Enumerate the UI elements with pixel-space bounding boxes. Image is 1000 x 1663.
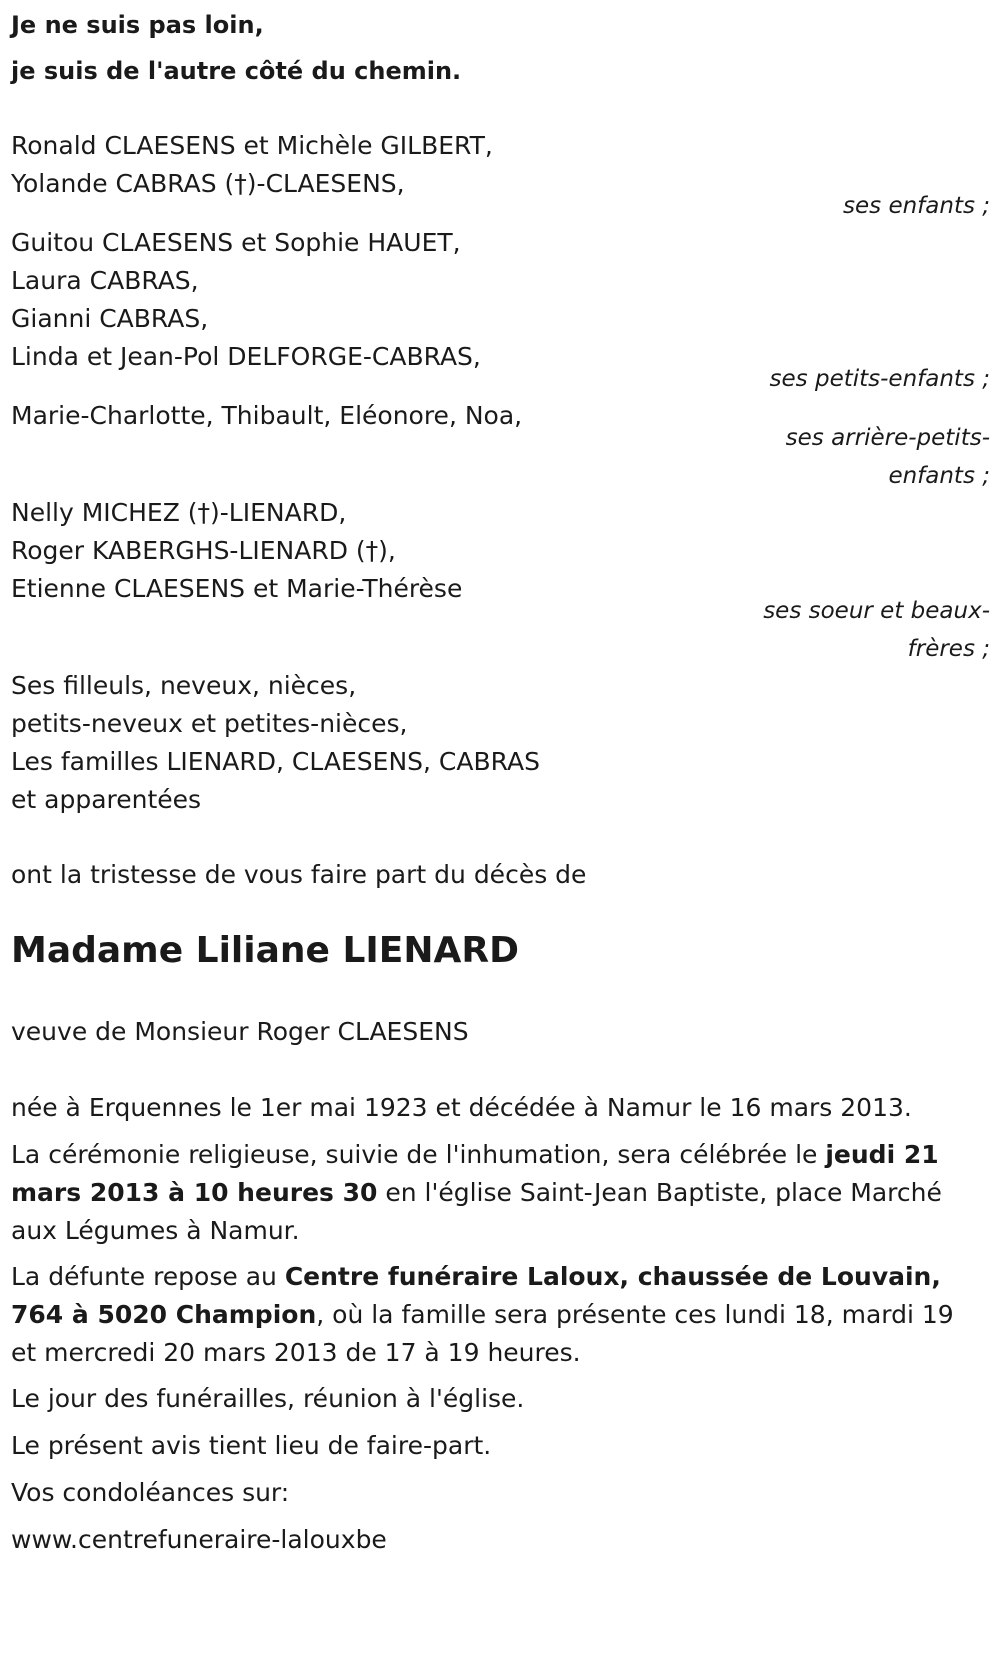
deceased-name: Madame Liliane LIENARD bbox=[11, 930, 519, 971]
birth-death: née à Erquennes le 1er mai 1923 et décédée à Namur le 16 mars 2013. bbox=[11, 1093, 912, 1122]
widow-of: veuve de Monsieur Roger CLAESENS bbox=[11, 1017, 469, 1046]
quote-line-2: je suis de l'autre côté du chemin. bbox=[11, 57, 462, 85]
sibling-name: Roger KABERGHS-LIENARD (†), bbox=[11, 536, 396, 565]
siblings-role-line-2: frères ; bbox=[907, 636, 990, 662]
grandchild-name: Gianni CABRAS, bbox=[11, 304, 209, 333]
others-line: et apparentées bbox=[11, 785, 202, 814]
child-name: Ronald CLAESENS et Michèle GILBERT, bbox=[11, 131, 493, 160]
others-line: petits-neveux et petites-nièces, bbox=[11, 709, 408, 738]
others-line: Ses filleuls, neveux, nièces, bbox=[11, 671, 357, 700]
grandchild-name: Linda et Jean-Pol DELFORGE-CABRAS, bbox=[11, 342, 481, 371]
child-name: Yolande CABRAS (†)-CLAESENS, bbox=[11, 169, 405, 198]
ceremony-date: jeudi 21 mars 2013 à 10 heures 30 bbox=[11, 1140, 939, 1207]
ceremony-paragraph bbox=[11, 1136, 986, 1250]
funeral-day: Le jour des funérailles, réunion à l'église. bbox=[11, 1384, 525, 1413]
others-line: Les familles LIENARD, CLAESENS, CABRAS bbox=[11, 747, 540, 776]
notice-text: Le présent avis tient lieu de faire-part. bbox=[11, 1431, 492, 1460]
quote-line-1: Je ne suis pas loin, bbox=[11, 11, 264, 39]
repose-paragraph bbox=[11, 1258, 986, 1372]
great-grandchildren-role-line-1: ses arrière-petits- bbox=[785, 425, 990, 451]
condolences-label: Vos condoléances sur: bbox=[11, 1478, 290, 1507]
great-grandchild-names: Marie-Charlotte, Thibault, Eléonore, Noa, bbox=[11, 401, 523, 430]
ceremony-text-before: La cérémonie religieuse, suivie de l'inhumation, sera célébrée le bbox=[11, 1140, 826, 1169]
condolences-url[interactable]: www.centrefuneraire-lalouxbe bbox=[11, 1525, 387, 1554]
grandchild-name: Guitou CLAESENS et Sophie HAUET, bbox=[11, 228, 461, 257]
grandchild-name: Laura CABRAS, bbox=[11, 266, 199, 295]
great-grandchildren-role-line-2: enfants ; bbox=[888, 463, 990, 489]
sibling-name: Nelly MICHEZ (†)-LIENARD, bbox=[11, 498, 347, 527]
ceremony-text-after: en l'église Saint-Jean Baptiste, place Marché aux Légumes à Namur. bbox=[11, 1178, 942, 1245]
siblings-role-line-1: ses soeur et beaux- bbox=[763, 598, 990, 624]
announcement: ont la tristesse de vous faire part du décès de bbox=[11, 860, 587, 889]
repose-text-after: , où la famille sera présente ces lundi 18, mardi 19 et mercredi 20 mars 2013 de 17 à 19 heures. bbox=[11, 1300, 954, 1367]
sibling-name: Etienne CLAESENS et Marie-Thérèse bbox=[11, 574, 463, 603]
funeral-center-address: Centre funéraire Laloux, chaussée de Louvain, 764 à 5020 Champion bbox=[11, 1262, 941, 1329]
children-role: ses enfants ; bbox=[843, 193, 990, 219]
repose-text-before: La défunte repose au bbox=[11, 1262, 285, 1291]
grandchildren-role: ses petits-enfants ; bbox=[769, 366, 990, 392]
